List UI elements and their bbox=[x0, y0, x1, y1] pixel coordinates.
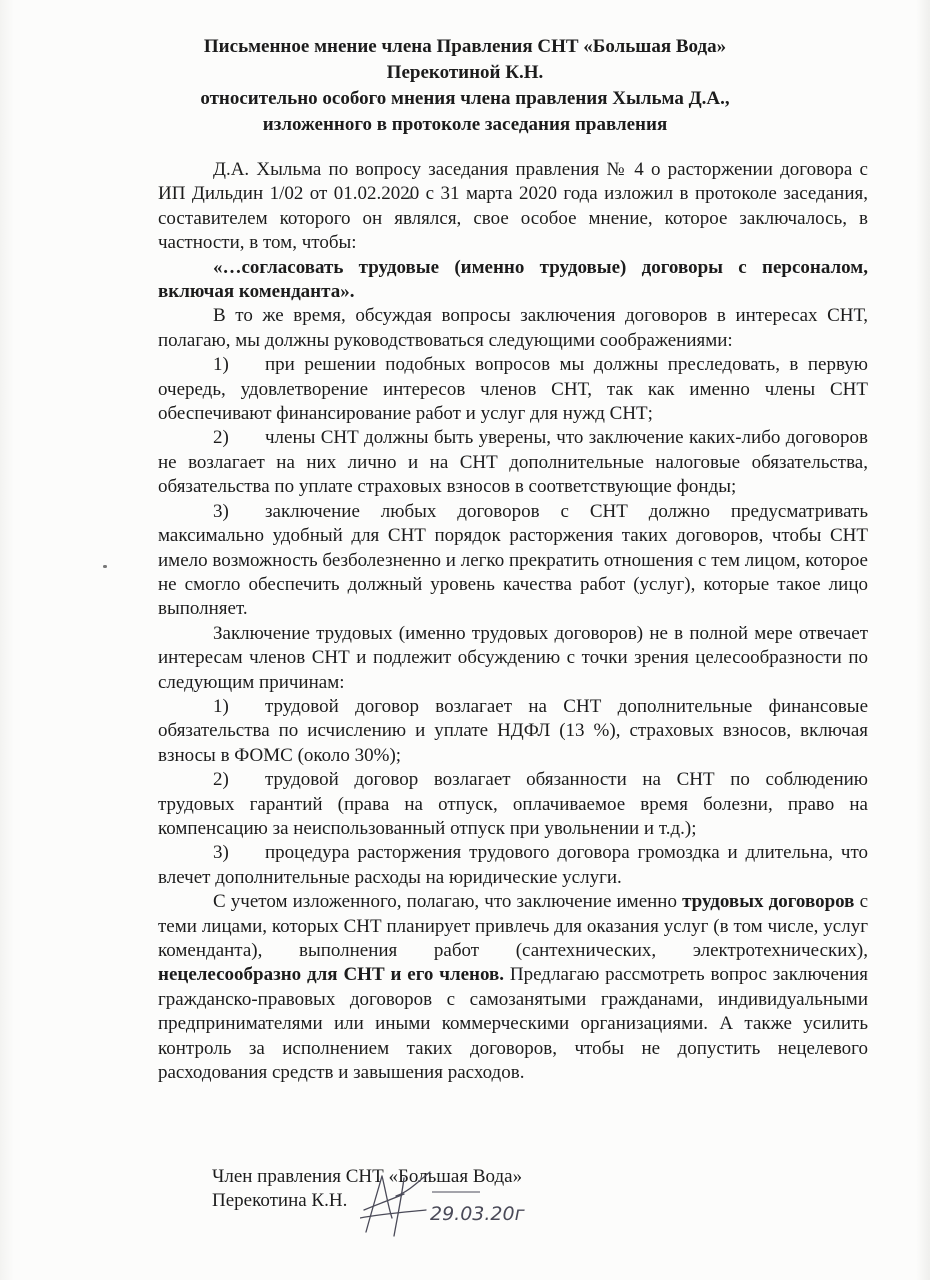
text-run: Предлагаю рассмотреть вопрос заключения гражданско-правовых договоров с самозанятыми гражданами, индивидуальными предпринимателями или иными коммерческими организациями. А также усилить контроль за исполнением таких договоров, чтобы не допустить нецелевого расходования средств и завышения расходов. bbox=[158, 964, 868, 1084]
text-run: С учетом изложенного, полагаю, что заключение именно bbox=[213, 891, 683, 913]
list-item bbox=[158, 841, 868, 890]
title-line: относительно особого мнения члена правления Хыльма Д.А., bbox=[200, 88, 730, 109]
title-line: изложенного в протоколе заседания правления bbox=[262, 114, 668, 135]
list-item bbox=[158, 500, 868, 622]
list-number: 1) bbox=[213, 695, 229, 717]
signature-name: Перекотина К.Н. bbox=[212, 1190, 348, 1211]
paragraph: Заключение трудовых (именно трудовых договоров) не в полной мере отвечает интересам членов СНТ и подлежит обсуждению с точки зрения целесообразности по следующим причинам: bbox=[158, 622, 868, 693]
paragraph: Д.А. Хыльма по вопросу заседания правления № 4 о расторжении договора с ИП Дильдин 1/02 от 01.02.2020 с 31 марта 2020 года изложил в протоколе заседания, составителем которого он являлся, свое особое мнение, которое заключалось, в частности, в том, чтобы: bbox=[158, 159, 868, 254]
title-line: Письменное мнение члена Правления СНТ «Большая Вода» bbox=[203, 36, 727, 57]
list-item bbox=[158, 768, 868, 841]
scan-speck bbox=[103, 565, 107, 568]
handwritten-signature bbox=[360, 1170, 560, 1240]
title-line: Перекотиной К.Н. bbox=[386, 62, 544, 83]
paragraph: В то же время, обсуждая вопросы заключения договоров в интересах СНТ, полагаю, мы должны руководствоваться следующими соображениями: bbox=[158, 305, 868, 351]
emphasis-text: трудовых договоров bbox=[682, 891, 855, 913]
list-item-text: процедура расторжения трудового договора громоздка и длительна, что влечет дополнительные расходы на юридические услуги. bbox=[158, 842, 868, 888]
document-title bbox=[120, 34, 810, 138]
list-item-text: члены СНТ должны быть уверены, что заключение каких-либо договоров не возлагает на них лично и на СНТ дополнительные налоговые обязательства, обязательства по уплате страховых взносов в соответствующие фонды; bbox=[158, 427, 868, 498]
list-number: 3) bbox=[213, 500, 229, 522]
list-item-text: трудовой договор возлагает на СНТ дополнительные финансовые обязательства по исчислению и уплате НДФЛ (13 %), страховых взносов, включая взносы в ФОМС (около 30%); bbox=[158, 695, 868, 766]
list-item bbox=[158, 353, 868, 426]
emphasis-text: нецелесообразно для СНТ и его членов. bbox=[158, 964, 505, 986]
signature-role: Член правления СНТ «Большая Вода» bbox=[212, 1166, 523, 1187]
text-run: с теми лицами, которых СНТ планирует привлечь для оказания услуг (в том числе, услуг коменданта), выполнения работ (сантехнических, электротехнических), bbox=[158, 891, 868, 961]
list-item-text: трудовой договор возлагает обязанности на СНТ по соблюдению трудовых гарантий (права на отпуск, оплачиваемое время болезни, право на компенсацию за неиспользованный отпуск при увольнении и т.д.); bbox=[158, 769, 868, 839]
list-item bbox=[158, 426, 868, 499]
list-number: 3) bbox=[213, 842, 229, 864]
list-number: 1) bbox=[213, 354, 229, 376]
document-body bbox=[158, 158, 868, 1085]
list-number: 2) bbox=[213, 769, 229, 791]
conclusion-paragraph bbox=[158, 890, 868, 1085]
list-item-text: при решении подобных вопросов мы должны преследовать, в первую очередь, удовлетворение интересов членов СНТ, так как именно члены СНТ обеспечивают финансирование работ и услуг для нужд СНТ; bbox=[158, 354, 868, 425]
handwritten-date: 29.03.20г bbox=[430, 1203, 525, 1225]
list-number: 2) bbox=[213, 427, 229, 449]
list-item-text: заключение любых договоров с СНТ должно предусматривать максимально удобный для СНТ порядок расторжения таких договоров, чтобы СНТ имело возможность безболезненно и легко прекратить отношения с тем лицом, которое не смогло обеспечить должный уровень качества работ (услуг), которые такое лицо выполняет. bbox=[158, 500, 868, 620]
list-item bbox=[158, 695, 868, 768]
quote-paragraph: «…согласовать трудовые (именно трудовые) договоры с персоналом, включая коменданта». bbox=[158, 256, 868, 303]
